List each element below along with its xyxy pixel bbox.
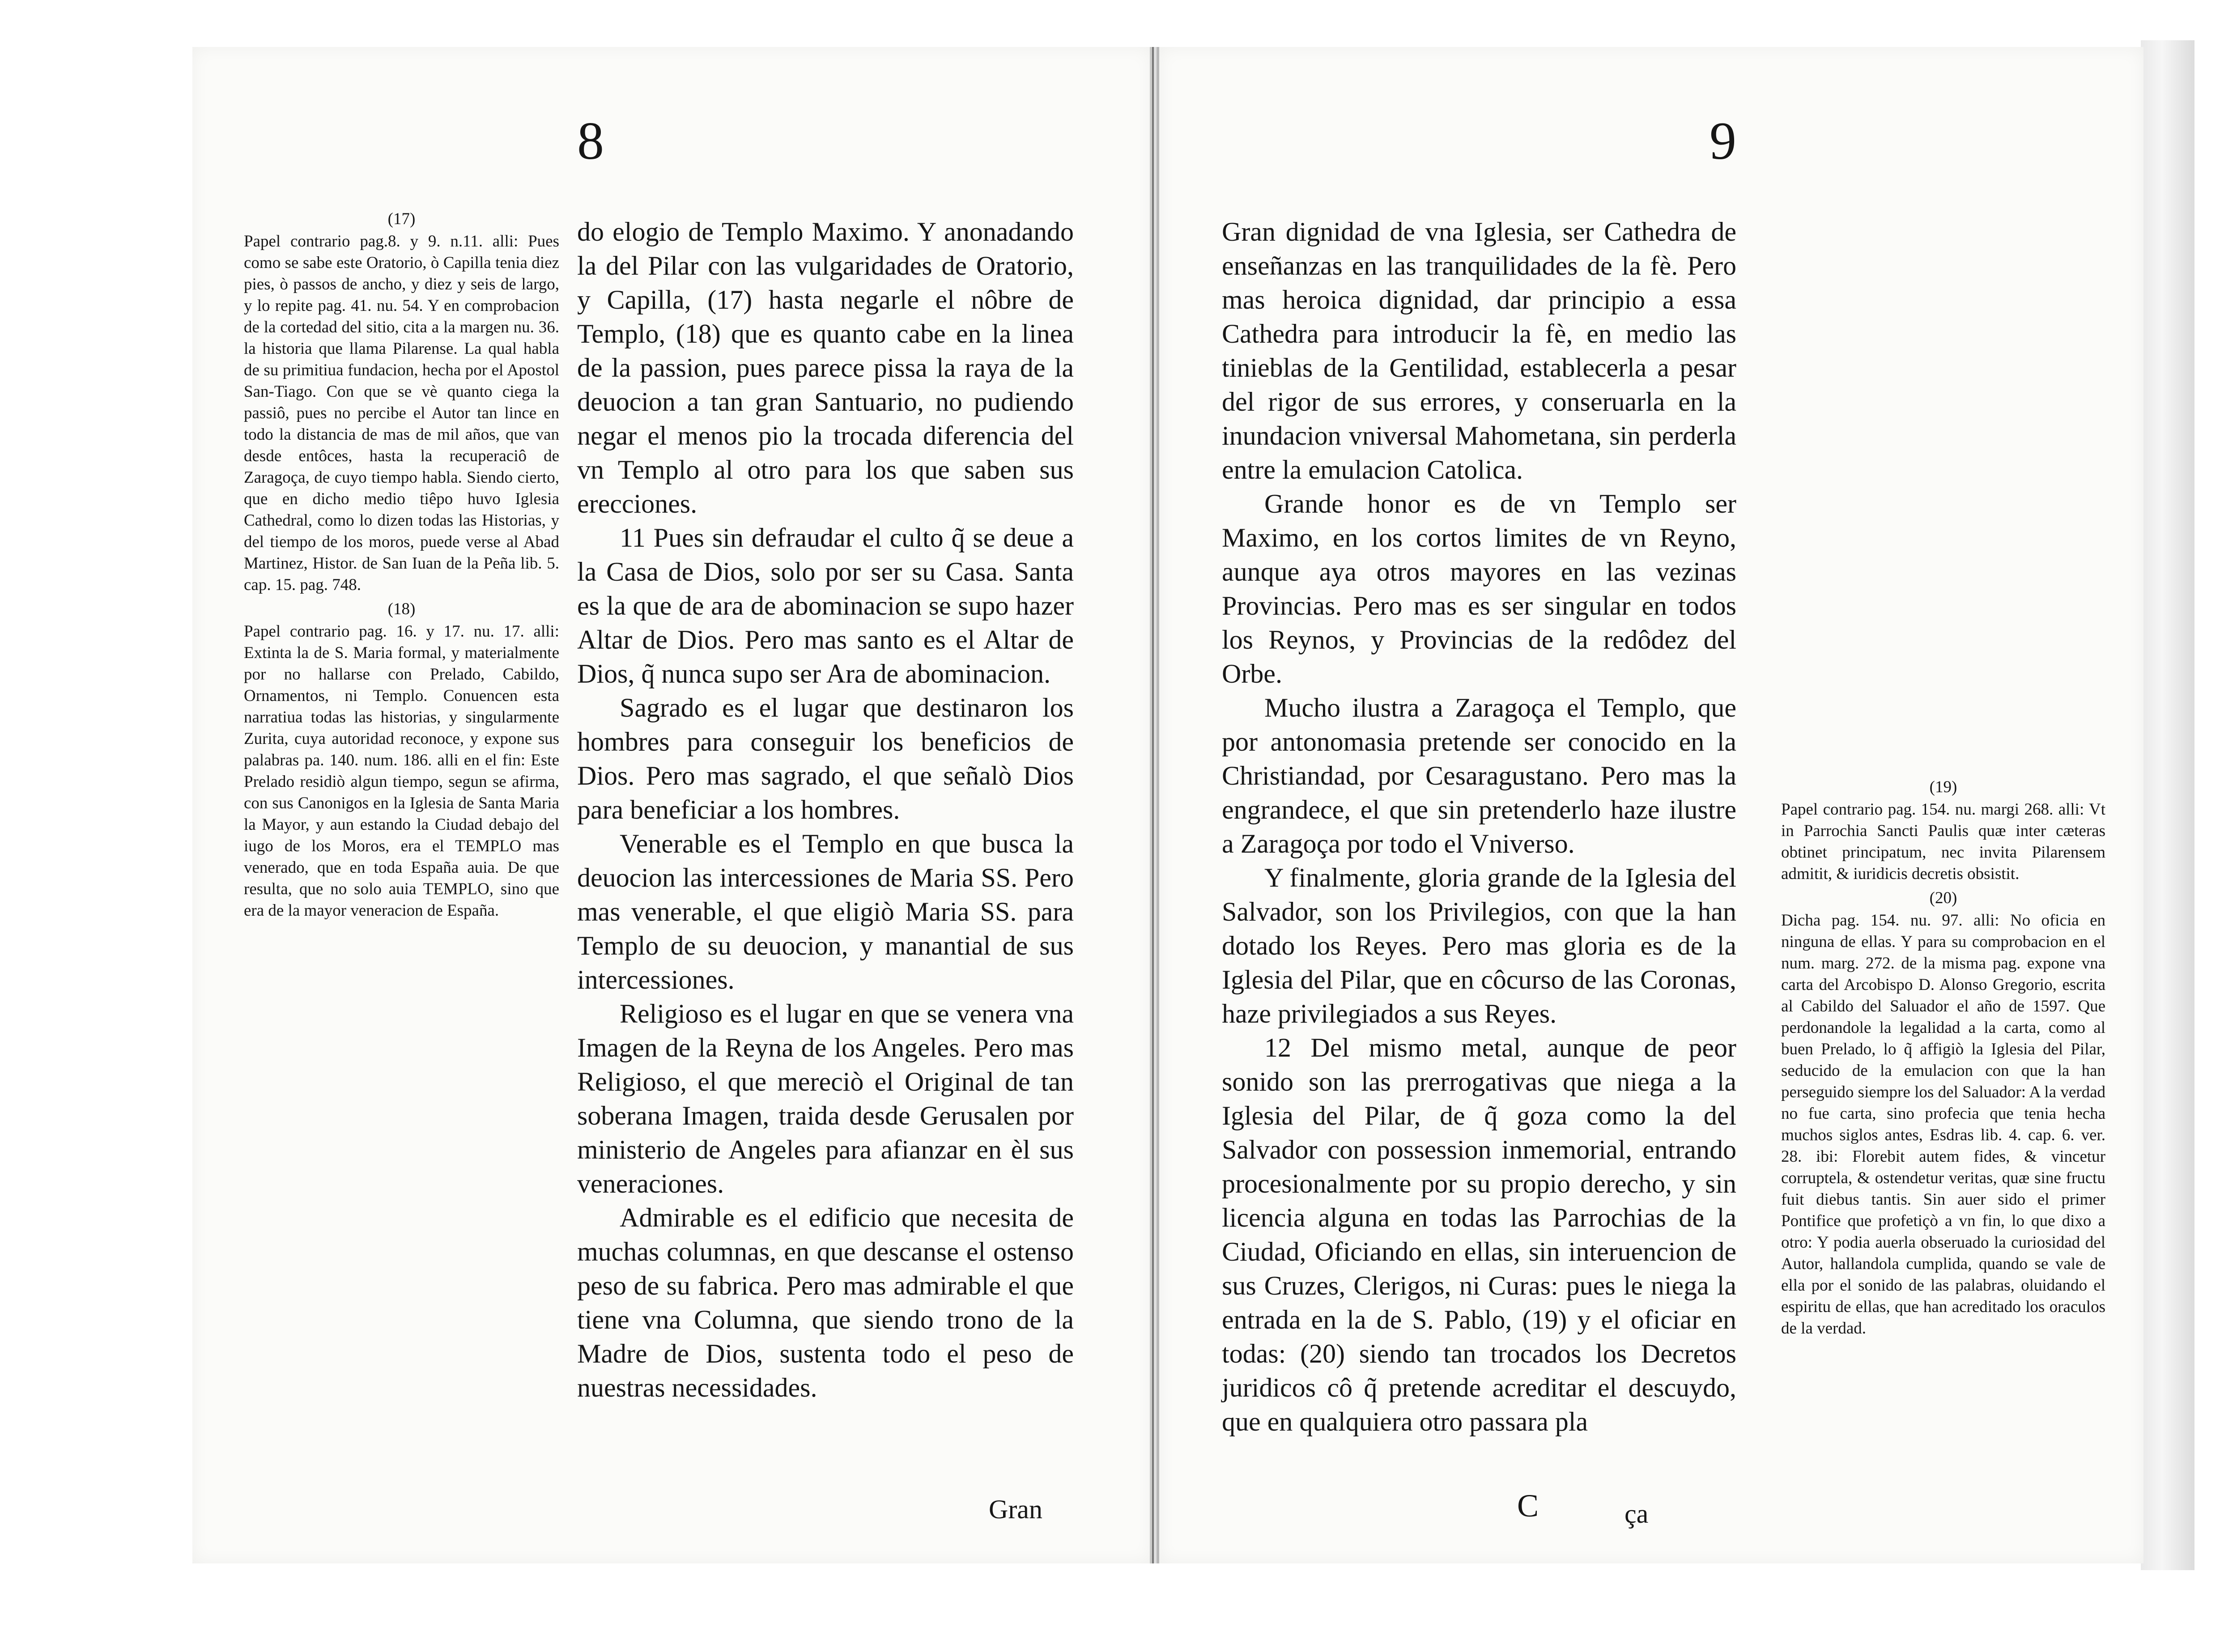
note-ref: (18) [387, 600, 416, 618]
page-edge [2141, 40, 2194, 1570]
page-number: 8 [577, 111, 604, 170]
margin-note: Papel contrario pag. 16. y 17. nu. 17. alli: Extinta la de S. Maria formal, y materialmente por no hallarse con Prelado, Cabildo, Ornamentos, ni Templo. Conuencen esta narratiua todas las historias, y singularmente Zurita, cuya autoridad reconoce, y expone sus palabras pa. 140. num. 186. alli en el fin: Este Prelado residiò algun tiempo, segun se afirma, con sus Canonigos en la Iglesia de Santa Maria la Mayor, y aun estando la Ciudad debajo del iugo de los Moros, era el TEMPLO mas venerado, que en toda España auia. De que resulta, que no solo auia TEMPLO, sino que era de la mayor veneracion de España. [244, 622, 559, 920]
note-ref: (17) [387, 210, 416, 228]
margin-note: Papel contrario pag. 154. nu. margi 268. alli: Vt in Parrochia Sancti Paulis quæ inter cæteras obtinet principatum, nec invita Pilarensem admitit, & iuridicis decretis obsistit. [1781, 800, 2105, 883]
margin-notes [1781, 774, 2105, 1339]
right-page [1157, 47, 2143, 1563]
note-ref: (19) [1929, 778, 1957, 796]
catchword: ça [1625, 1499, 1649, 1529]
margin-note: Papel contrario pag.8. y 9. n.11. alli: Pues como se sabe este Oratorio, ò Capilla tenia diez pies, ò passos de ancho, y diez y seis de largo, y lo repite pag. 41. nu. 54. Y en comprobacion de la cortedad del sitio, cita a la margen nu. 36. la historia que llama Pilarense. La qual habla de su primitiua fundacion, hecha por el Apostol San-Tiago. Con que se vè quanto ciega la passiô, pues no percibe el Autor tan lince en todo la distancia de mas de mil años, que van desde entôces, hasta la recuperaciô de Zaragoça, de cuyo tiempo habla. Siendo cierto, que en dicho medio tiêpo huvo Iglesia Cathedral, como lo dizen todas las Historias, y del tiempo de los moros, puede verse al Abad Martinez, Histor. de San Iuan de la Peña lib. 5. cap. 15. pag. 748. [244, 232, 559, 594]
paragraph: Mucho ilustra a Zaragoça el Templo, que por antonomasia pretende ser conocido en la Christiandad, por Cesaragustano. Pero mas la engrandece, el que sin pretenderlo haze ilustre a Zaragoça por todo el Vniverso. [1222, 693, 1736, 858]
margin-note: Dicha pag. 154. nu. 97. alli: No oficia en ninguna de ellas. Y para su comprobacion en el num. marg. 272. de la misma pag. expone vna carta del Arcobispo D. Alonso Gregorio, escrita al Cabildo del Saluador el año de 1597. Que perdonandole la legalidad a la carta, como al buen Prelado, lo q̃ affigiò la Iglesia del Pilar, seducido de la emulacion con que la han perseguido siempre los del Saluador: A la verdad no fue carta, sino profecia que tenia hecha muchos siglos antes, Esdras lib. 4. cap. 6. ver. 28. ibi: Florebit autem fides, & vincetur corruptela, & ostendetur veritas, quæ sine fructu fuit diebus tantis. Sin auer sido el primer Pontifice que profetiçò a vn fin, lo que dixo a otro: Y podia auerla obseruado la curiosidad del Autor, hallandola cumplida, quando se vale de ella por el sonido de las palabras, oluidando el espiritu de ellas, que han acreditado los oraculos de la verdad. [1781, 911, 2105, 1338]
paragraph: Y finalmente, gloria grande de la Iglesia del Salvador, son los Privilegios, con que la han dotado los Reyes. Pero mas gloria es de la Iglesia del Pilar, que en côcurso de las Coronas, haze privilegiados a sus Reyes. [1222, 863, 1736, 1028]
paragraph: do elogio de Templo Maximo. Y anonadando la del Pilar con las vulgaridades de Oratorio, y Capilla, (17) hasta negarle el nôbre de Templo, (18) que es quanto cabe en la linea de la passion, pues parece pissa la raya de la deuocion a tan gran Santuario, no pudiendo negar el menos pio la trocada diferencia del vn Templo al otro para los que saben sus erecciones. [577, 217, 1074, 518]
page-number: 9 [1710, 111, 1736, 170]
paragraph: Religioso es el lugar en que se venera vna Imagen de la Reyna de los Angeles. Pero mas Religioso, el que mereciò el Original de tan soberana Imagen, traida desde Gerusalen por ministerio de Angeles para afianzar en èl sus veneraciones. [577, 999, 1074, 1198]
paragraph: 12 Del mismo metal, aunque de peor sonido son las prerrogativas que niega a la Iglesia del Pilar, de q̃ goza como la del Salvador con possession inmemorial, entrando procesionalmente por su propio derecho, y sin licencia alguna en todas las Parrochias de la Ciudad, Oficiando en ellas, sin interuencion de sus Cruzes, Clerigos, ni Curas: pues le niega la entrada en la de S. Pablo, (19) y el oficiar en todas: (20) siendo tan trocados los Decretos juridicos cô q̃ pretende acreditar el descuydo, que en qualquiera otro passara pla [1222, 1033, 1736, 1436]
main-text [1222, 215, 1736, 1439]
main-text [577, 215, 1074, 1405]
catchword: Gran [989, 1495, 1042, 1524]
paragraph: Gran dignidad de vna Iglesia, ser Cathedra de enseñanzas en las tranquilidades de la fè. Pero mas heroica dignidad, dar principio a essa Cathedra para introducir la fè, en medio las tinieblas de la Gentilidad, establecerla a pesar del rigor de sus errores, y conseruarla en la inundacion vniversal Mahometana, sin perderla entre la emulacion Catolica. [1222, 217, 1736, 484]
note-ref: (20) [1929, 889, 1957, 907]
margin-notes [244, 206, 559, 922]
signature-mark: C [1517, 1488, 1539, 1524]
paragraph: Venerable es el Templo en que busca la deuocion las intercessiones de Maria SS. Pero mas venerable, el que eligiò Maria SS. para Templo de su deuocion, y manantial de sus intercessiones. [577, 829, 1074, 994]
left-page [192, 47, 1154, 1563]
paragraph: Grande honor es de vn Templo ser Maximo, en los cortos limites de vn Reyno, aunque aya otros mayores en las vezinas Provincias. Pero mas es ser singular en todos los Reynos, y Provincias de la redôdez del Orbe. [1222, 489, 1736, 688]
paragraph: 11 Pues sin defraudar el culto q̃ se deue a la Casa de Dios, solo por ser su Casa. Santa es la que de ara de abominacion se supo hazer Altar de Dios. Pero mas santo es el Altar de Dios, q̃ nunca supo ser Ara de abominacion. [577, 523, 1074, 688]
paragraph: Sagrado es el lugar que destinaron los hombres para conseguir los beneficios de Dios. Pero mas sagrado, el que señalò Dios para beneficiar a los hombres. [577, 693, 1074, 824]
paragraph: Admirable es el edificio que necesita de muchas columnas, en que descanse el ostenso peso de su fabrica. Pero mas admirable el que tiene vna Columna, que siendo trono de la Madre de Dios, sustenta todo el peso de nuestras necessidades. [577, 1203, 1074, 1402]
